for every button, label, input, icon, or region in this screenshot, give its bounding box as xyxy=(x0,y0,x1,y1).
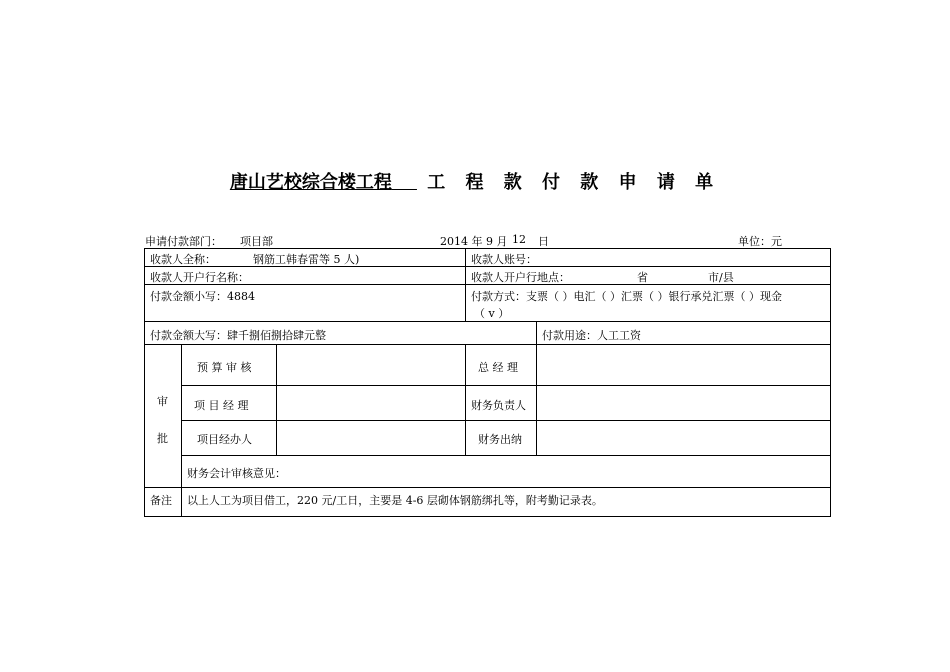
rule xyxy=(144,487,831,488)
payee-bank-label: 收款人开户行名称： xyxy=(150,271,249,284)
payment-purpose: 付款用途：人工工资 xyxy=(542,329,641,342)
amount-small: 付款金额小写：4884 xyxy=(150,290,255,303)
rule xyxy=(144,248,831,249)
rule xyxy=(181,385,831,386)
title-underline-gap xyxy=(392,172,417,193)
currency-unit: 单位：元 xyxy=(738,235,782,248)
rule xyxy=(144,248,145,517)
province-label: 省 xyxy=(637,271,648,284)
rule xyxy=(830,248,831,517)
rule xyxy=(181,344,182,517)
date-day: 12 xyxy=(512,233,526,246)
cashier-label: 财务出纳 xyxy=(478,433,522,446)
payee-bank-location-label: 收款人开户行地点： xyxy=(471,271,570,284)
payee-account-label: 收款人账号： xyxy=(471,253,537,266)
city-label: 市/县 xyxy=(708,271,734,284)
amount-in-words: 付款金额大写：肆千捌佰捌拾肆元整 xyxy=(150,329,326,342)
approval-side-label-1: 审 xyxy=(157,395,168,408)
payee-name-label: 收款人全称： xyxy=(150,253,216,266)
date-day-unit: 日 xyxy=(538,235,549,248)
rule xyxy=(144,516,831,517)
dept-value: 项目部 xyxy=(240,235,273,248)
project-name: 唐山艺校综合楼工程 xyxy=(229,172,392,193)
rule xyxy=(181,420,831,421)
finance-head-label: 财务负责人 xyxy=(471,399,526,412)
project-handler-label: 项目经办人 xyxy=(197,433,252,446)
budget-review-label: 预 算 审 核 xyxy=(197,361,252,374)
rule xyxy=(144,321,831,322)
accounting-opinion-label: 财务会计审核意见： xyxy=(187,467,286,480)
project-manager-label: 项 目 经 理 xyxy=(194,399,249,412)
rule xyxy=(276,344,277,455)
rule xyxy=(465,248,466,321)
dept-label: 申请付款部门： xyxy=(145,235,222,248)
form-name: 工 程 款 付 款 申 请 单 xyxy=(427,172,721,193)
payee-name-value: 钢筋工韩春雷等 5 人) xyxy=(253,253,360,266)
date-year-month: 2014 年 9 月 xyxy=(440,235,508,248)
rule xyxy=(465,344,466,455)
remarks-text: 以上人工为项目借工，220 元/工日，主要是 4-6 层砌体钢筋绑扎等，附考勤记录表。 xyxy=(187,494,603,507)
remarks-label: 备注 xyxy=(150,494,172,507)
payment-method: 付款方式：支票（ ）电汇（ ）汇票（ ）银行承兑汇票（ ）现金 xyxy=(471,290,782,303)
general-manager-label: 总 经 理 xyxy=(478,361,518,374)
payment-method-cash-check: （ v ） xyxy=(474,307,510,320)
rule xyxy=(536,321,537,344)
approval-side-label-2: 批 xyxy=(157,432,168,445)
rule xyxy=(181,455,831,456)
rule xyxy=(144,344,831,345)
document-title xyxy=(0,168,950,194)
rule xyxy=(536,344,537,455)
